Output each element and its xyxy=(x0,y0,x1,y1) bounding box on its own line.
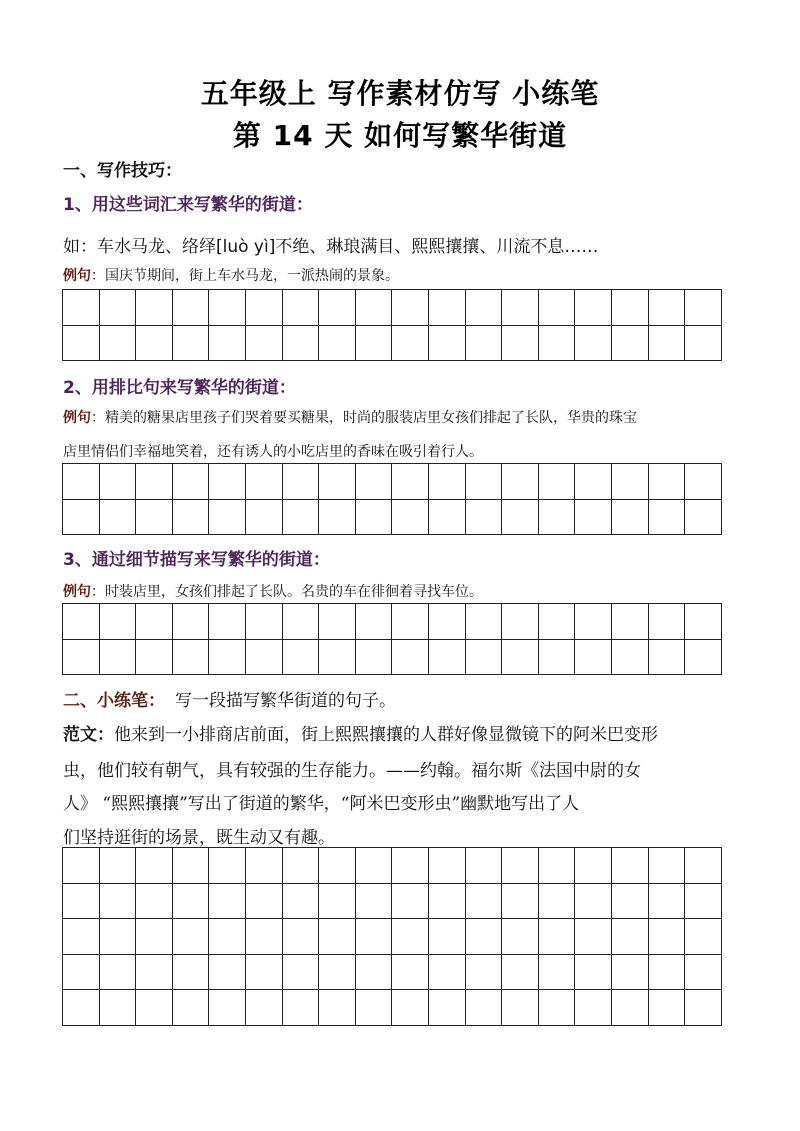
grid-cell[interactable] xyxy=(246,326,283,362)
grid-cell[interactable] xyxy=(685,848,722,884)
grid-cell[interactable] xyxy=(685,919,722,955)
grid-cell[interactable] xyxy=(575,990,612,1026)
grid-cell[interactable] xyxy=(466,464,503,500)
writing-grid-4[interactable] xyxy=(62,847,722,1026)
grid-cell[interactable] xyxy=(575,848,612,884)
grid-cell[interactable] xyxy=(429,464,466,500)
grid-cell[interactable] xyxy=(283,848,320,884)
grid-cell[interactable] xyxy=(649,640,686,676)
practice-task: 写一段描写繁华街道的句子。 xyxy=(175,691,396,711)
grid-cell[interactable] xyxy=(209,919,246,955)
grid-cell[interactable] xyxy=(685,640,722,676)
grid-cell[interactable] xyxy=(612,640,649,676)
grid-cell[interactable] xyxy=(209,464,246,500)
grid-cell[interactable] xyxy=(283,990,320,1026)
grid-cell[interactable] xyxy=(539,290,576,326)
grid-cell[interactable] xyxy=(392,990,429,1026)
technique-1-example xyxy=(63,265,399,285)
example-text: ：国庆节期间，街上车水马龙，一派热闹的景象。 xyxy=(91,268,399,284)
grid-cell[interactable] xyxy=(612,990,649,1026)
writing-grid-1[interactable] xyxy=(62,289,722,361)
grid-cell[interactable] xyxy=(685,955,722,991)
grid-cell[interactable] xyxy=(319,848,356,884)
grid-cell[interactable] xyxy=(63,884,100,920)
grid-cell[interactable] xyxy=(466,919,503,955)
grid-cell[interactable] xyxy=(612,884,649,920)
grid-cell[interactable] xyxy=(136,955,173,991)
grid-cell[interactable] xyxy=(392,884,429,920)
grid-cell[interactable] xyxy=(539,500,576,536)
grid-cell[interactable] xyxy=(319,640,356,676)
grid-cell[interactable] xyxy=(392,464,429,500)
grid-cell[interactable] xyxy=(173,955,210,991)
grid-cell[interactable] xyxy=(575,884,612,920)
grid-cell[interactable] xyxy=(502,848,539,884)
grid-cell[interactable] xyxy=(100,919,137,955)
grid-cell[interactable] xyxy=(429,884,466,920)
grid-cell[interactable] xyxy=(575,604,612,640)
grid-cell[interactable] xyxy=(539,326,576,362)
grid-cell[interactable] xyxy=(612,848,649,884)
grid-cell[interactable] xyxy=(392,955,429,991)
grid-cell[interactable] xyxy=(356,955,393,991)
grid-cell[interactable] xyxy=(319,884,356,920)
grid-cell[interactable] xyxy=(173,500,210,536)
grid-cell[interactable] xyxy=(685,290,722,326)
grid-cell[interactable] xyxy=(466,955,503,991)
grid-cell[interactable] xyxy=(283,500,320,536)
grid-cell[interactable] xyxy=(319,464,356,500)
grid-cell[interactable] xyxy=(685,884,722,920)
grid-cell[interactable] xyxy=(356,464,393,500)
example-label: 例句 xyxy=(63,584,91,600)
grid-cell[interactable] xyxy=(356,884,393,920)
grid-cell[interactable] xyxy=(283,955,320,991)
grid-cell[interactable] xyxy=(136,848,173,884)
grid-cell[interactable] xyxy=(649,500,686,536)
grid-cell[interactable] xyxy=(392,640,429,676)
grid-cell[interactable] xyxy=(575,955,612,991)
grid-cell[interactable] xyxy=(283,604,320,640)
grid-cell[interactable] xyxy=(173,604,210,640)
grid-cell[interactable] xyxy=(649,464,686,500)
grid-cell[interactable] xyxy=(246,500,283,536)
writing-grid-2[interactable] xyxy=(62,463,722,535)
grid-cell[interactable] xyxy=(649,326,686,362)
grid-cell[interactable] xyxy=(100,290,137,326)
grid-cell[interactable] xyxy=(356,290,393,326)
grid-cell[interactable] xyxy=(136,640,173,676)
grid-cell[interactable] xyxy=(246,604,283,640)
grid-cell[interactable] xyxy=(502,640,539,676)
grid-cell[interactable] xyxy=(356,604,393,640)
grid-cell[interactable] xyxy=(466,326,503,362)
grid-cell[interactable] xyxy=(63,848,100,884)
grid-cell[interactable] xyxy=(356,990,393,1026)
grid-cell[interactable] xyxy=(356,326,393,362)
grid-cell[interactable] xyxy=(319,990,356,1026)
grid-cell[interactable] xyxy=(209,990,246,1026)
model-text-line4: 们坚持逛街的场景，既生动又有趣。 xyxy=(63,828,335,848)
grid-cell[interactable] xyxy=(136,326,173,362)
grid-cell[interactable] xyxy=(136,464,173,500)
grid-cell[interactable] xyxy=(649,884,686,920)
grid-cell[interactable] xyxy=(649,919,686,955)
grid-cell[interactable] xyxy=(539,919,576,955)
grid-cell[interactable] xyxy=(63,990,100,1026)
grid-cell[interactable] xyxy=(612,500,649,536)
technique-2-example-line1 xyxy=(63,407,637,427)
grid-cell[interactable] xyxy=(100,848,137,884)
grid-cell[interactable] xyxy=(392,848,429,884)
grid-cell[interactable] xyxy=(392,919,429,955)
grid-cell[interactable] xyxy=(100,604,137,640)
grid-cell[interactable] xyxy=(356,919,393,955)
grid-cell[interactable] xyxy=(539,955,576,991)
grid-cell[interactable] xyxy=(173,640,210,676)
grid-cell[interactable] xyxy=(283,326,320,362)
grid-cell[interactable] xyxy=(612,919,649,955)
technique-2-example-line2: 店里情侣们幸福地笑着，还有诱人的小吃店里的香味在吸引着行人。 xyxy=(63,444,483,460)
grid-cell[interactable] xyxy=(136,604,173,640)
page-subtitle: 第 14 天 如何写繁华街道 xyxy=(232,119,568,152)
grid-cell[interactable] xyxy=(100,326,137,362)
example-text: ：精美的糖果店里孩子们哭着要买糖果，时尚的服装店里女孩们排起了长队，华贵的珠宝 xyxy=(91,410,637,426)
grid-cell[interactable] xyxy=(136,500,173,536)
grid-cell[interactable] xyxy=(63,919,100,955)
grid-cell[interactable] xyxy=(649,290,686,326)
grid-cell[interactable] xyxy=(173,326,210,362)
model-label: 范文： xyxy=(63,725,114,745)
grid-cell[interactable] xyxy=(466,884,503,920)
grid-cell[interactable] xyxy=(466,604,503,640)
grid-cell[interactable] xyxy=(612,955,649,991)
grid-cell[interactable] xyxy=(649,604,686,640)
grid-cell[interactable] xyxy=(319,500,356,536)
grid-cell[interactable] xyxy=(466,848,503,884)
grid-cell[interactable] xyxy=(429,990,466,1026)
grid-cell[interactable] xyxy=(246,464,283,500)
grid-cell[interactable] xyxy=(429,500,466,536)
writing-grid-3[interactable] xyxy=(62,603,722,675)
grid-cell[interactable] xyxy=(209,326,246,362)
grid-cell[interactable] xyxy=(100,464,137,500)
grid-cell[interactable] xyxy=(63,290,100,326)
grid-cell[interactable] xyxy=(283,640,320,676)
grid-cell[interactable] xyxy=(685,464,722,500)
grid-cell[interactable] xyxy=(612,464,649,500)
technique-3-example xyxy=(63,581,483,601)
grid-cell[interactable] xyxy=(283,464,320,500)
grid-cell[interactable] xyxy=(612,326,649,362)
grid-cell[interactable] xyxy=(246,990,283,1026)
grid-cell[interactable] xyxy=(539,848,576,884)
grid-cell[interactable] xyxy=(246,848,283,884)
grid-cell[interactable] xyxy=(100,990,137,1026)
grid-cell[interactable] xyxy=(283,290,320,326)
grid-cell[interactable] xyxy=(539,990,576,1026)
technique-1-word-list: 如：车水马龙、络绎[luò yì]不绝、琳琅满目、熙熙攘攘、川流不息…… xyxy=(63,237,599,257)
grid-cell[interactable] xyxy=(539,604,576,640)
grid-cell[interactable] xyxy=(649,990,686,1026)
example-text: ：时装店里，女孩们排起了长队。名贵的车在徘徊着寻找车位。 xyxy=(91,584,483,600)
grid-cell[interactable] xyxy=(319,604,356,640)
grid-cell[interactable] xyxy=(575,500,612,536)
section-heading-techniques: 一、写作技巧： xyxy=(63,161,182,181)
section-heading-practice xyxy=(63,686,396,711)
grid-cell[interactable] xyxy=(173,290,210,326)
grid-cell[interactable] xyxy=(502,990,539,1026)
page-title: 五年级上 写作素材仿写 小练笔 xyxy=(200,77,600,110)
grid-cell[interactable] xyxy=(63,604,100,640)
grid-cell[interactable] xyxy=(649,955,686,991)
example-label: 例句 xyxy=(63,268,91,284)
grid-cell[interactable] xyxy=(502,955,539,991)
grid-cell[interactable] xyxy=(502,326,539,362)
grid-cell[interactable] xyxy=(173,919,210,955)
grid-cell[interactable] xyxy=(539,464,576,500)
model-text: 他来到一小排商店前面，街上熙熙攘攘的人群好像显微镜下的阿米巴变形 xyxy=(114,725,658,745)
grid-cell[interactable] xyxy=(246,290,283,326)
grid-cell[interactable] xyxy=(283,884,320,920)
grid-cell[interactable] xyxy=(502,604,539,640)
grid-cell[interactable] xyxy=(136,990,173,1026)
grid-cell[interactable] xyxy=(429,919,466,955)
grid-cell[interactable] xyxy=(100,640,137,676)
grid-cell[interactable] xyxy=(429,290,466,326)
grid-cell[interactable] xyxy=(575,464,612,500)
model-text-line3: 人》 “熙熙攘攘”写出了街道的繁华，“阿米巴变形虫”幽默地写出了人 xyxy=(63,794,580,814)
grid-cell[interactable] xyxy=(63,955,100,991)
grid-cell[interactable] xyxy=(319,919,356,955)
grid-cell[interactable] xyxy=(173,464,210,500)
grid-cell[interactable] xyxy=(100,884,137,920)
grid-cell[interactable] xyxy=(319,290,356,326)
grid-cell[interactable] xyxy=(246,955,283,991)
grid-cell[interactable] xyxy=(466,500,503,536)
grid-cell[interactable] xyxy=(63,464,100,500)
grid-cell[interactable] xyxy=(173,848,210,884)
grid-cell[interactable] xyxy=(63,640,100,676)
grid-cell[interactable] xyxy=(502,290,539,326)
technique-3-heading: 3、通过细节描写来写繁华的街道： xyxy=(63,550,330,570)
grid-cell[interactable] xyxy=(100,955,137,991)
model-text-line2: 虫，他们较有朝气，具有较强的生存能力。——约翰。福尔斯《法国中尉的女 xyxy=(63,761,641,781)
grid-cell[interactable] xyxy=(209,290,246,326)
grid-cell[interactable] xyxy=(283,919,320,955)
grid-cell[interactable] xyxy=(685,604,722,640)
model-text-line1 xyxy=(63,720,658,745)
grid-cell[interactable] xyxy=(136,919,173,955)
practice-heading: 二、小练笔： xyxy=(63,691,165,711)
grid-cell[interactable] xyxy=(649,848,686,884)
grid-cell[interactable] xyxy=(575,919,612,955)
grid-cell[interactable] xyxy=(502,919,539,955)
grid-cell[interactable] xyxy=(63,500,100,536)
grid-cell[interactable] xyxy=(136,884,173,920)
grid-cell[interactable] xyxy=(575,290,612,326)
grid-cell[interactable] xyxy=(209,640,246,676)
grid-cell[interactable] xyxy=(209,604,246,640)
grid-cell[interactable] xyxy=(209,955,246,991)
grid-cell[interactable] xyxy=(356,500,393,536)
grid-cell[interactable] xyxy=(356,848,393,884)
grid-cell[interactable] xyxy=(173,884,210,920)
grid-cell[interactable] xyxy=(575,326,612,362)
grid-cell[interactable] xyxy=(63,326,100,362)
grid-cell[interactable] xyxy=(246,919,283,955)
grid-cell[interactable] xyxy=(612,604,649,640)
grid-cell[interactable] xyxy=(502,884,539,920)
grid-cell[interactable] xyxy=(685,990,722,1026)
grid-cell[interactable] xyxy=(246,884,283,920)
grid-cell[interactable] xyxy=(209,884,246,920)
grid-cell[interactable] xyxy=(319,955,356,991)
example-label: 例句 xyxy=(63,410,91,426)
grid-cell[interactable] xyxy=(502,464,539,500)
grid-cell[interactable] xyxy=(466,290,503,326)
grid-cell[interactable] xyxy=(685,326,722,362)
grid-cell[interactable] xyxy=(100,500,137,536)
grid-cell[interactable] xyxy=(173,990,210,1026)
grid-cell[interactable] xyxy=(466,640,503,676)
grid-cell[interactable] xyxy=(429,326,466,362)
grid-cell[interactable] xyxy=(429,848,466,884)
grid-cell[interactable] xyxy=(356,640,393,676)
grid-cell[interactable] xyxy=(685,500,722,536)
technique-2-heading: 2、用排比句来写繁华的街道： xyxy=(63,378,296,398)
grid-cell[interactable] xyxy=(429,604,466,640)
grid-cell[interactable] xyxy=(136,290,173,326)
grid-cell[interactable] xyxy=(319,326,356,362)
grid-cell[interactable] xyxy=(612,290,649,326)
grid-cell[interactable] xyxy=(392,604,429,640)
grid-cell[interactable] xyxy=(539,640,576,676)
grid-cell[interactable] xyxy=(466,990,503,1026)
grid-cell[interactable] xyxy=(429,640,466,676)
grid-cell[interactable] xyxy=(246,640,283,676)
grid-cell[interactable] xyxy=(539,884,576,920)
grid-cell[interactable] xyxy=(575,640,612,676)
grid-cell[interactable] xyxy=(392,326,429,362)
grid-cell[interactable] xyxy=(392,500,429,536)
grid-cell[interactable] xyxy=(502,500,539,536)
grid-cell[interactable] xyxy=(209,500,246,536)
grid-cell[interactable] xyxy=(209,848,246,884)
technique-1-heading: 1、用这些词汇来写繁华的街道： xyxy=(63,195,313,215)
grid-cell[interactable] xyxy=(392,290,429,326)
grid-cell[interactable] xyxy=(429,955,466,991)
